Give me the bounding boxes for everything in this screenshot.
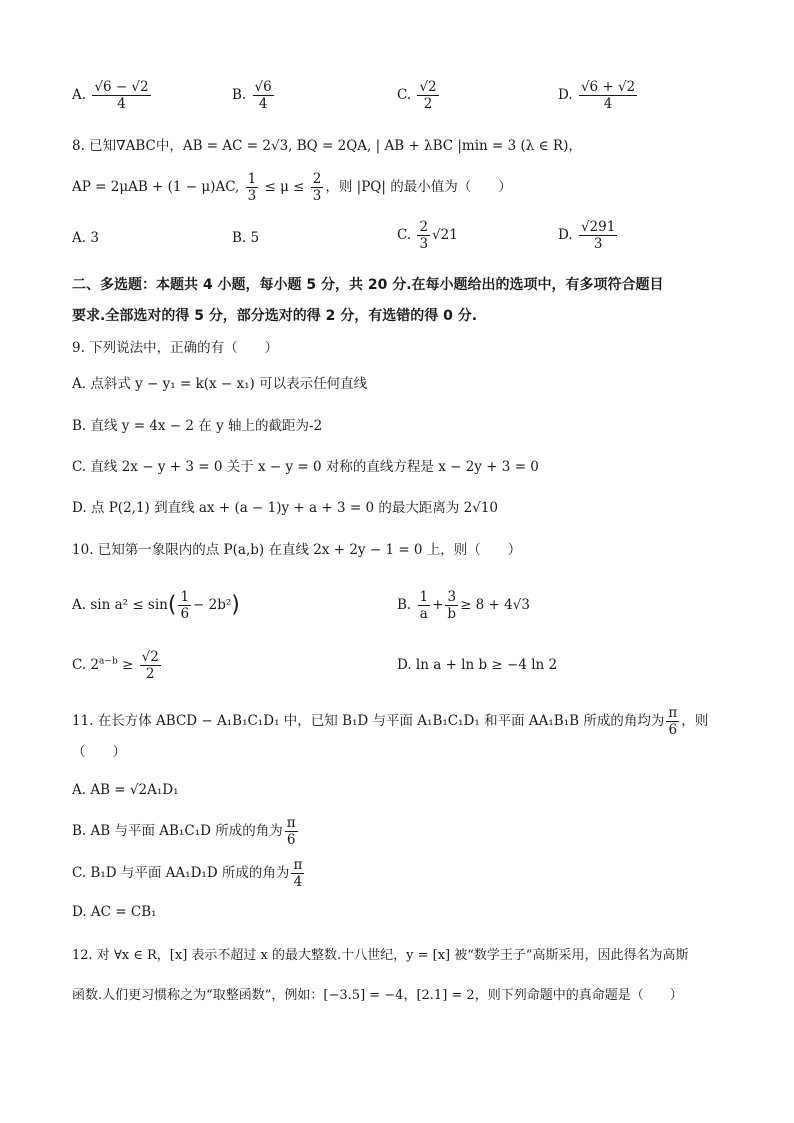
q11-text: 11. 在长方体 ABCD − A₁B₁C₁D₁ 中，已知 B₁D 与平面 A₁B₁C₁D₁ 和平面 AA₁B₁B 所成的角均为	[72, 713, 665, 730]
numerator: 1	[419, 589, 429, 605]
numerator: √6 + √2	[580, 79, 636, 95]
q8-text: ，则 |PQ| 的最小值为（ ）	[325, 179, 512, 196]
option-label: D.	[558, 87, 573, 104]
numerator: 1	[247, 171, 257, 187]
q7-option-c[interactable]	[397, 80, 441, 111]
right-paren: )	[231, 592, 240, 618]
numerator: 2	[419, 219, 429, 235]
option-label: A.	[72, 87, 87, 104]
q8-option-d[interactable]	[558, 220, 619, 251]
q8-option-a[interactable]: A. 3	[72, 230, 99, 246]
fraction	[579, 80, 637, 111]
q9-option-a[interactable]: A. 点斜式 y − y₁ = k(x − x₁) 可以表示任何直线	[72, 376, 368, 392]
q8-text: AP = 2μAB + (1 − μ)AC,	[72, 179, 244, 196]
q10-option-b[interactable]: B. $\frac{1}{a}$ + $\frac{3}{b}$ ≥ 8 + 4√3	[397, 589, 530, 623]
q11-option-b[interactable]	[72, 816, 300, 847]
numerator: √6 − √2	[94, 79, 149, 95]
fraction	[445, 590, 458, 621]
denominator: 6	[180, 606, 190, 623]
fraction	[417, 220, 430, 251]
q12-stem-line2: 函数.人们更习惯称之为“取整函数”，例如：[−3.5] = −4，[2.1] = 2，则下列命题中的真命题是（ ）	[72, 988, 683, 1003]
denominator: 3	[247, 188, 257, 205]
q8-stem-line1: 8. 已知∇ABC中，AB = AC = 2√3, BQ = 2QA, | AB + λBC |min = 3 (λ ∈ R)，	[72, 138, 582, 154]
q7-option-a[interactable]	[72, 80, 153, 111]
q8-option-c[interactable]	[397, 220, 458, 251]
fraction	[92, 80, 150, 111]
fraction	[178, 590, 191, 621]
denominator: 4	[117, 96, 126, 113]
numerator: π	[293, 857, 303, 873]
q10-option-a[interactable]	[72, 590, 240, 621]
numerator: 3	[447, 589, 457, 605]
denominator: 6	[668, 722, 678, 739]
option-label: C.	[397, 227, 412, 244]
option-label: C.	[397, 87, 412, 104]
denominator: 2	[423, 96, 433, 113]
radical: √21	[432, 227, 458, 244]
q7-option-d[interactable]	[558, 80, 639, 111]
q9-stem: 9. 下列说法中，正确的有（ ）	[72, 340, 279, 356]
fraction	[291, 858, 304, 889]
option-text: ≥	[117, 657, 138, 674]
q8-option-b[interactable]: B. 5	[232, 230, 260, 246]
q9-option-b[interactable]: B. 直线 y = 4x − 2 在 y 轴上的截距为-2	[72, 418, 323, 434]
option-text: ≥ 8 + 4√3	[460, 597, 530, 614]
denominator: 3	[593, 236, 603, 253]
q11-stem	[72, 706, 734, 737]
denominator: 6	[286, 832, 296, 849]
left-paren: (	[167, 592, 177, 618]
section2-heading-line1: 二、多选题：本题共 4 小题，每小题 5 分，共 20 分.在每小题给出的选项中，有多项符合题目	[72, 277, 664, 293]
option-label: D.	[558, 227, 573, 244]
numerator: 2	[312, 171, 322, 187]
denominator: a	[419, 606, 428, 623]
fraction	[253, 80, 274, 111]
denominator: 4	[293, 874, 303, 891]
fraction	[579, 220, 617, 251]
exponent: a−b	[99, 656, 118, 667]
option-text: C. 2	[72, 657, 100, 674]
q7-option-b[interactable]	[232, 80, 276, 111]
option-label: B.	[232, 87, 247, 104]
numerator: 1	[180, 589, 190, 605]
numerator: √2	[419, 79, 437, 95]
numerator: π	[286, 815, 296, 831]
denominator: 3	[419, 236, 429, 253]
q12-stem-line1: 12. 对 ∀x ∈ R，[x] 表示不超过 x 的最大整数.十八世纪，y = [x] 被“数学王子”高斯采用，因此得名为高斯	[72, 948, 689, 963]
q8-text: ≤ μ ≤	[260, 179, 309, 196]
denominator: 4	[258, 96, 268, 113]
option-text: B. AB 与平面 AB₁C₁D 所成的角为	[72, 823, 283, 840]
q11-option-d[interactable]: D. AC = CB₁	[72, 904, 157, 920]
fraction	[311, 172, 324, 203]
q10-option-c[interactable]	[72, 650, 163, 681]
fraction	[246, 172, 259, 203]
q8-stem-line2	[72, 172, 734, 203]
fraction	[666, 706, 679, 737]
q10-option-d[interactable]: D. ln a + ln b ≥ −4 ln 2	[397, 657, 558, 673]
denominator: 4	[603, 96, 613, 113]
denominator: 3	[312, 188, 322, 205]
option-text: − 2b²	[193, 597, 232, 614]
numerator: √291	[580, 219, 616, 235]
denominator: 2	[145, 666, 155, 683]
q10-stem: 10. 已知第一象限内的点 P(a,b) 在直线 2x + 2y − 1 = 0 上，则（ ）	[72, 542, 522, 558]
section2-heading-line2: 要求.全部选对的得 5 分，部分选对的得 2 分，有选错的得 0 分.	[72, 308, 478, 324]
q9-option-c[interactable]: C. 直线 2x − y + 3 = 0 关于 x − y = 0 对称的直线方程是 x − 2y + 3 = 0	[72, 459, 539, 475]
fraction	[140, 650, 161, 681]
fraction	[285, 816, 298, 847]
q11-text: ，则	[681, 713, 709, 730]
numerator: π	[668, 705, 678, 721]
q11-option-a[interactable]: A. AB = √2A₁D₁	[72, 782, 179, 798]
q11-option-c[interactable]	[72, 858, 306, 889]
numerator: √6	[254, 79, 272, 95]
numerator: √2	[141, 649, 159, 665]
option-text: A. sin a² ≤ sin	[72, 597, 168, 614]
q11-paren: （ ）	[72, 744, 126, 760]
denominator: b	[447, 606, 457, 623]
fraction	[418, 590, 431, 621]
option-text: C. B₁D 与平面 AA₁D₁D 所成的角为	[72, 865, 290, 882]
q9-option-d[interactable]: D. 点 P(2,1) 到直线 ax + (a − 1)y + a + 3 = 0 的最大距离为 2√10	[72, 500, 498, 516]
option-label: B.	[397, 597, 412, 614]
fraction	[417, 80, 438, 111]
